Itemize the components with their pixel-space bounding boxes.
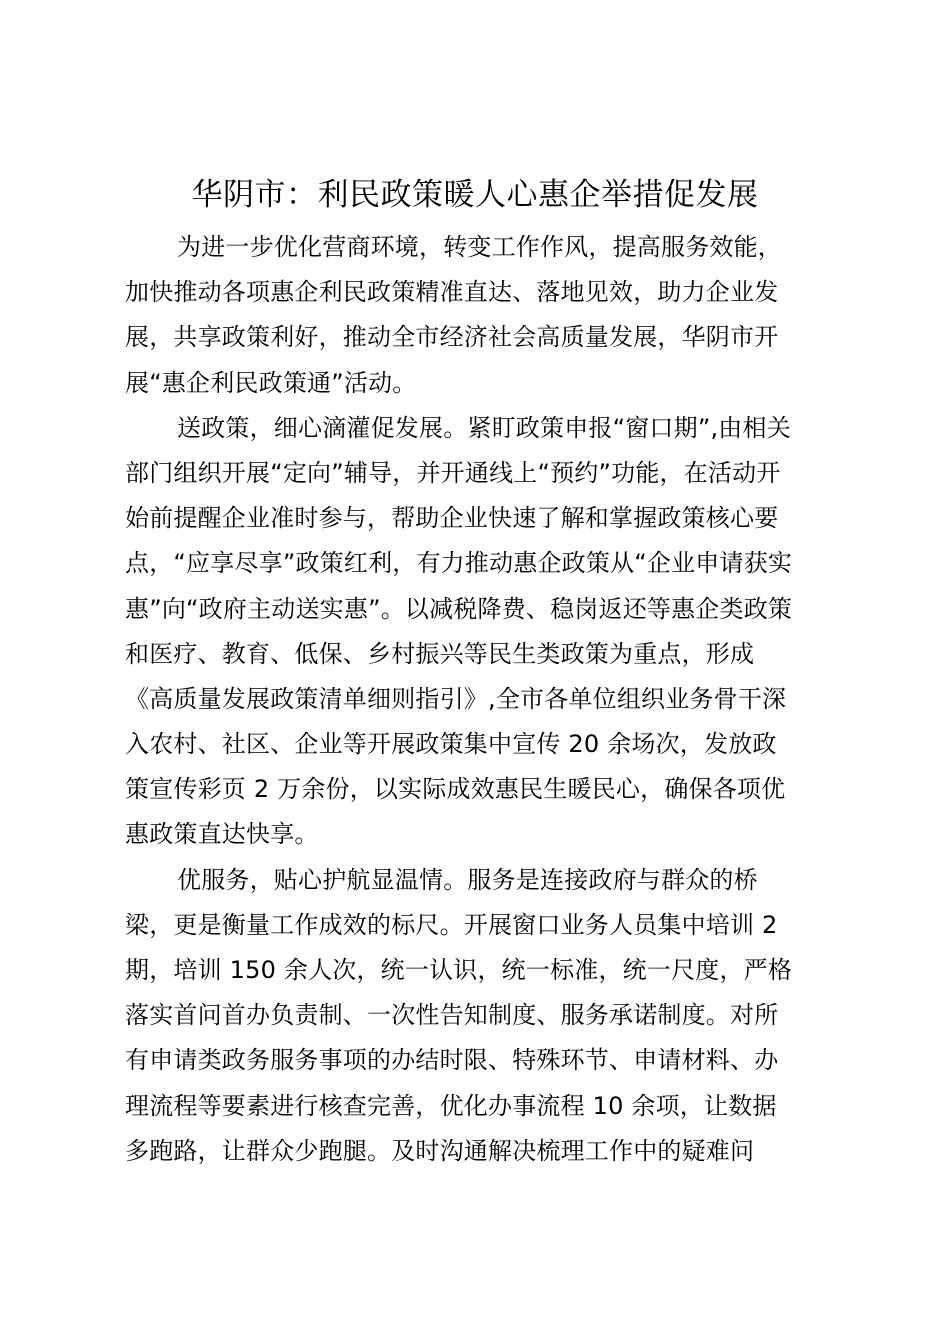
paragraph-line: 《高质量发展政策清单细则指引》,全市各单位组织业务骨干深 — [125, 684, 787, 713]
paragraph-line: 入农村、社区、企业等开展政策集中宣传 20 余场次，发放政 — [125, 730, 777, 759]
paragraph-line: 送政策，细心滴灌促发展。紧盯政策申报“窗口期”,由相关 — [177, 413, 791, 442]
paragraph-line: 优服务，贴心护航显温情。服务是连接政府与群众的桥 — [177, 865, 758, 894]
paragraph-line: 惠”向“政府主动送实惠”。以减税降费、稳岗返还等惠企类政策 — [125, 594, 793, 623]
paragraph-line: 多跑路，让群众少跑腿。及时沟通解决梳理工作中的疑难问 — [125, 1136, 755, 1165]
paragraph-line: 策宣传彩页 2 万余份，以实际成效惠民生暖民心，确保各项优 — [125, 775, 786, 804]
paragraph-line: 展，共享政策利好，推动全市经济社会高质量发展，华阴市开 — [125, 323, 779, 352]
paragraph-line: 梁，更是衡量工作成效的标尺。开展窗口业务人员集中培训 2 — [125, 910, 778, 939]
paragraph-line: 有申请类政务服务事项的办结时限、特殊环节、申请材料、办 — [125, 1046, 779, 1075]
document-title: 华阴市：利民政策暖人心惠企举措促发展 — [191, 177, 759, 213]
document-body — [125, 225, 835, 1174]
paragraph-line: 部门组织开展“定向”辅导，并开通线上“预约”功能，在活动开 — [125, 458, 781, 487]
paragraph-line: 始前提醒企业准时参与，帮助企业快速了解和掌握政策核心要 — [125, 504, 779, 533]
paragraph-line: 期，培训 150 余人次，统一认识，统一标准，统一尺度，严格 — [125, 956, 793, 984]
paragraph-line: 落实首问首办负责制、一次性告知制度、服务承诺制度。对所 — [125, 1001, 779, 1030]
paragraph-line: 为进一步优化营商环境，转变工作作风，提高服务效能， — [177, 233, 782, 261]
paragraph-line: 点，“应享尽享”政策红利，有力推动惠企政策从“企业申请获实 — [125, 549, 793, 578]
paragraph-line: 和医疗、教育、低保、乡村振兴等民生类政策为重点，形成 — [125, 639, 755, 668]
paragraph-line: 展“惠企利民政策通”活动。 — [125, 368, 417, 397]
paragraph-line: 惠政策直达快享。 — [125, 820, 319, 849]
paragraph-line: 加快推动各项惠企利民政策精准直达、落地见效，助力企业发 — [125, 278, 779, 307]
paragraph-line: 理流程等要素进行核查完善，优化办事流程 10 余项，让数据 — [125, 1091, 777, 1120]
